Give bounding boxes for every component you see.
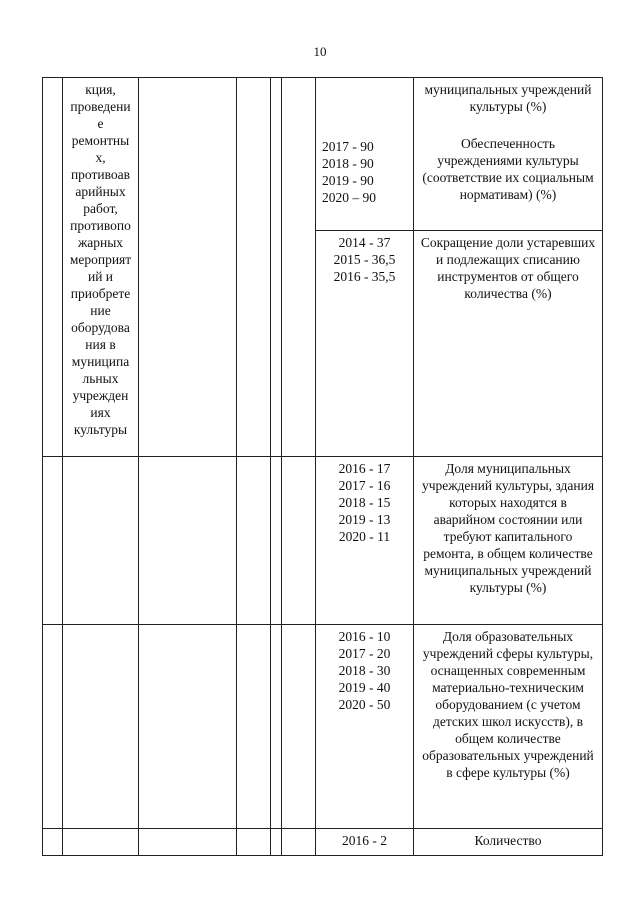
empty-cell [282, 625, 316, 829]
empty-cell [282, 829, 316, 856]
table-row [43, 625, 603, 829]
activity-cell [63, 457, 139, 625]
values-cell: 2017 - 90 2018 - 90 2019 - 90 2020 – 90 [316, 78, 414, 231]
values-cell: 2016 - 10 2017 - 20 2018 - 30 2019 - 40 2020 - 50 [316, 625, 414, 829]
indicator-cell [414, 457, 603, 625]
indicator-cell [414, 78, 603, 231]
table-row [43, 457, 603, 625]
values-cell: 2016 - 17 2017 - 16 2018 - 15 2019 - 13 2020 - 11 [316, 457, 414, 625]
indicator-text: Доля муниципальных учреждений культуры, здания которых находятся в аварийном состоянии или требуют капитального ремонта, в общем количестве муниципальных учреждений культуры (%) [421, 461, 595, 595]
table-row [43, 829, 603, 856]
number-cell [43, 625, 63, 829]
indicator-continued: муниципальных учреждений культуры (%) [424, 82, 592, 114]
executor-cell [139, 457, 237, 625]
activity-cell [63, 625, 139, 829]
indicator-text: Сокращение доли устаревших и подлежащих списанию инструментов от общего количества (%) [420, 235, 596, 301]
empty-cell [271, 457, 282, 625]
indicator-cell [414, 625, 603, 829]
empty-cell [237, 78, 271, 457]
activity-cell: кция, проведени е ремонтны х, противоав арийных работ, противопо жарных мероприят ий и приобрете ние оборудова ния в муниципа льных учрежден иях культуры [63, 78, 139, 457]
indicator-cell [414, 231, 603, 457]
page-number: 10 [313, 44, 327, 59]
empty-cell [282, 457, 316, 625]
number-cell [43, 829, 63, 856]
empty-cell [237, 457, 271, 625]
values-cell: 2016 - 2 [316, 829, 414, 856]
empty-cell [271, 829, 282, 856]
number-cell [43, 457, 63, 625]
activity-cell [63, 829, 139, 856]
empty-cell [271, 78, 282, 457]
indicator-text: Количество [474, 833, 542, 848]
program-table [42, 77, 603, 856]
values-cell: 2014 - 37 2015 - 36,5 2016 - 35,5 [316, 231, 414, 457]
executor-cell [139, 78, 237, 457]
executor-cell [139, 625, 237, 829]
empty-cell [237, 829, 271, 856]
indicator-text: Доля образовательных учреждений сферы культуры, оснащенных современным материально-техническим оборудованием (с учетом детских школ искусств), в общем количестве образовательных учреждений в сфере культуры (%) [422, 629, 594, 780]
executor-cell [139, 829, 237, 856]
number-cell [43, 78, 63, 457]
indicator-text: Обеспеченность учреждениями культуры (соответствие их социальным нормативам) (%) [422, 136, 594, 202]
table-row [43, 78, 603, 231]
indicator-cell [414, 829, 603, 856]
empty-cell [282, 78, 316, 457]
empty-cell [271, 625, 282, 829]
empty-cell [237, 625, 271, 829]
